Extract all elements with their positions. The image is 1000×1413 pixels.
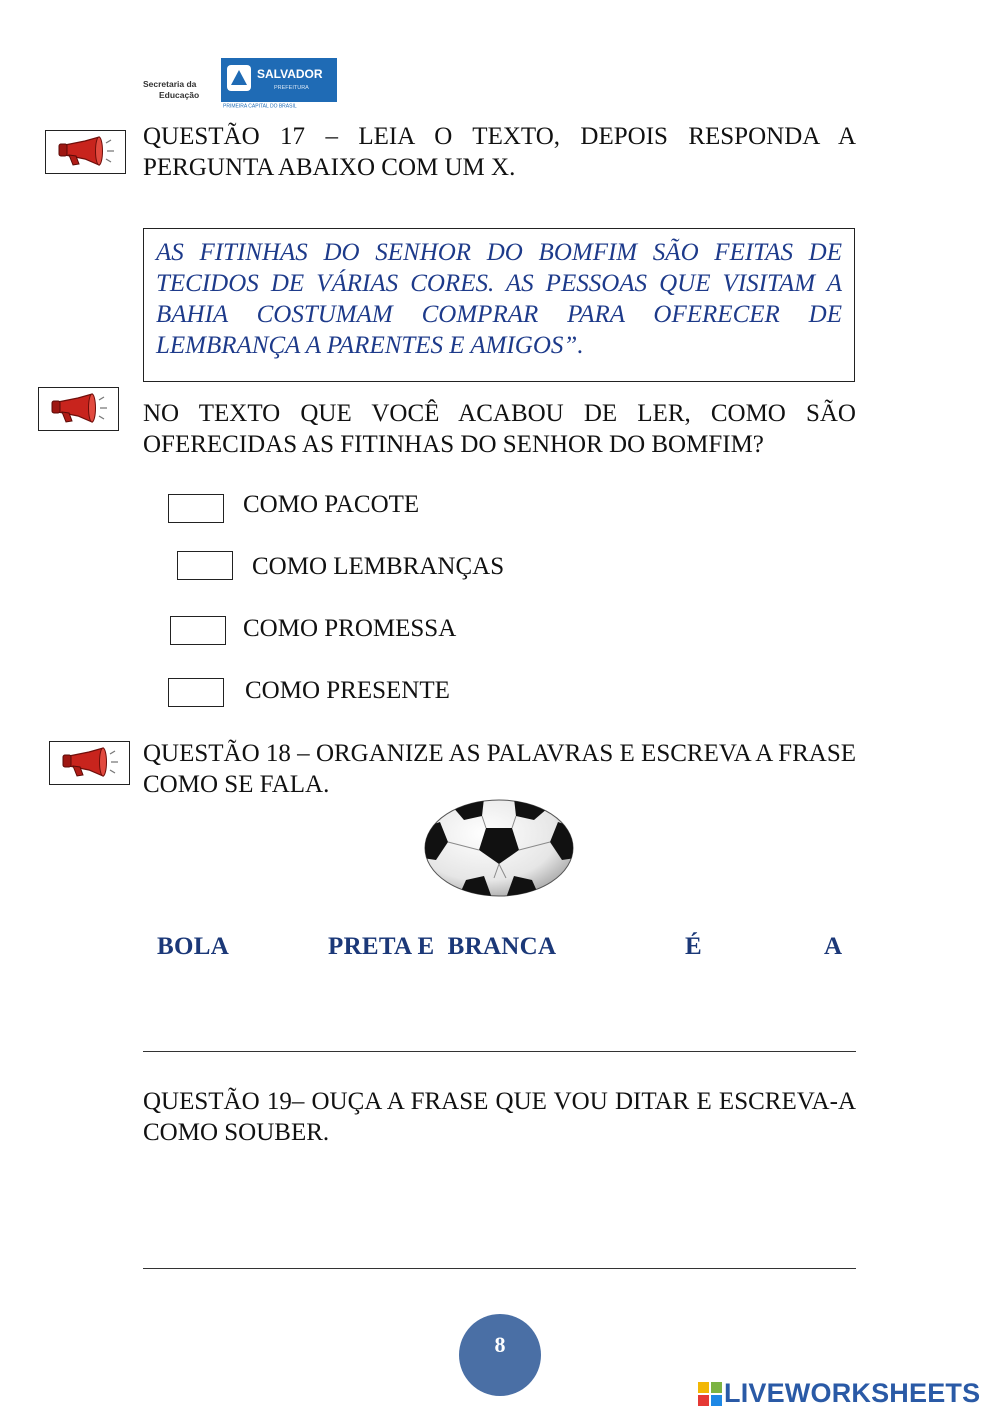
logo-right-tag: PRIMEIRA CAPITAL DO BRASIL <box>223 103 297 108</box>
q19-title: QUESTÃO 19– OUÇA A FRASE QUE VOU DITAR E ESCREVA-A COMO SOUBER. <box>143 1088 856 1146</box>
q17-title: QUESTÃO 17 – LEIA O TEXTO, DEPOIS RESPONDA A PERGUNTA ABAIXO COM UM X. <box>143 123 856 181</box>
logo-left-line2: Educação <box>159 90 200 100</box>
page-number-badge <box>459 1314 541 1396</box>
option-checkbox-lembrancas[interactable] <box>177 551 233 580</box>
option-checkbox-promessa[interactable] <box>170 616 226 645</box>
word-preta-e-branca[interactable]: PRETA E BRANCA <box>328 933 557 960</box>
liveworksheets-brand[interactable]: LIVEWORKSHEETS <box>724 1378 981 1408</box>
q18-title: QUESTÃO 18 – ORGANIZE AS PALAVRAS E ESCREVA A FRASE COMO SE FALA. <box>143 740 856 798</box>
megaphone-icon-box <box>38 387 119 431</box>
soccer-ball-image <box>422 798 576 898</box>
logo-right-title: SALVADOR <box>257 67 323 81</box>
q19-answer-line[interactable] <box>143 1268 856 1269</box>
word-bola[interactable]: BOLA <box>157 933 230 960</box>
liveworksheets-logo-icon <box>698 1382 722 1406</box>
q17-quote-box: AS FITINHAS DO SENHOR DO BOMFIM SÃO FEITAS DE TECIDOS DE VÁRIAS CORES. AS PESSOAS QUE VISITAM A BAHIA COSTUMAM COMPRAR PARA OFERECER DE LEMBRANÇA A PARENTES E AMIGOS”. <box>143 228 855 382</box>
page-number: 8 <box>494 1332 506 1357</box>
option-checkbox-pacote[interactable] <box>168 494 224 523</box>
option-label-pacote: COMO PACOTE <box>243 491 420 518</box>
megaphone-icon-box <box>45 130 126 174</box>
logo-right-sub: PREFEITURA <box>274 85 309 91</box>
q18-answer-line[interactable] <box>143 1051 856 1052</box>
megaphone-icon <box>48 392 110 426</box>
megaphone-icon <box>55 135 117 169</box>
option-label-promessa: COMO PROMESSA <box>243 615 457 642</box>
q17-question: NO TEXTO QUE VOCÊ ACABOU DE LER, COMO SÃO OFERECIDAS AS FITINHAS DO SENHOR DO BOMFIM? <box>143 400 856 458</box>
word-e[interactable]: É <box>685 933 702 960</box>
option-label-presente: COMO PRESENTE <box>245 677 450 704</box>
option-label-lembrancas: COMO LEMBRANÇAS <box>252 553 505 580</box>
logo-left-line1: Secretaria da <box>143 79 197 89</box>
word-a[interactable]: A <box>824 933 843 960</box>
option-checkbox-presente[interactable] <box>168 678 224 707</box>
megaphone-icon <box>59 746 121 780</box>
megaphone-icon-box <box>49 741 130 785</box>
header-logo <box>141 58 337 108</box>
